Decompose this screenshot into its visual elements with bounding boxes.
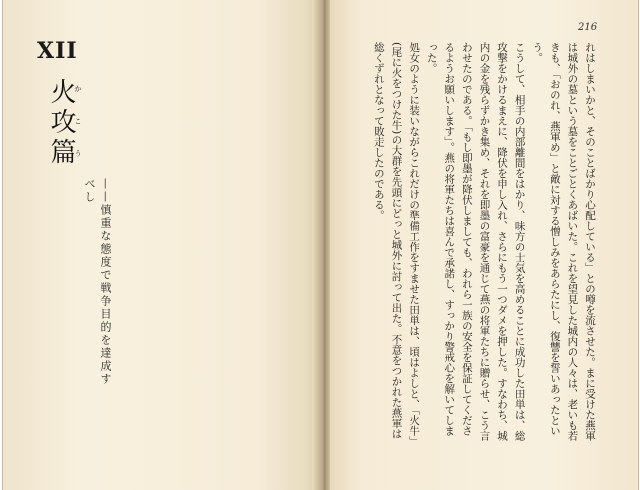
paragraph: れはしまいかと、そのことばかり心配している」との噂を流させた。まに受けた燕軍は城外の墓という墓をことごとくあばいた。これを望見した城内の人々は、老いも若きも、「おのれ、燕軍め」と敵に対する憎しみをあらたにし、復讐を誓いあったという。 — [531, 42, 596, 441]
subtitle-text: 慎重な態度で戦争目的を達成すべし — [83, 178, 112, 386]
chapter-number: XII — [37, 38, 78, 64]
chapter-subtitle — [81, 178, 113, 388]
paragraph: 処女のように装いながらこれだけの準備工作をすませた田単は、頃はよしと、「火牛」(尾に火をつけた牛)の大群を先頭にどっと城外に討って出た。不意をつかれた燕軍は総くずれとなって敗走したのである。 — [372, 42, 421, 441]
subtitle-dash: —— — [99, 178, 112, 204]
chapter-title-text: 火攻篇 — [46, 78, 76, 168]
body-text — [372, 42, 598, 442]
page-number: 216 — [578, 22, 598, 33]
chapter-title-reading: かこう — [74, 78, 82, 168]
left-page — [2, 0, 319, 490]
chapter-title — [43, 78, 82, 168]
paragraph: こうして、相手の内部離間をはかり、味方の士気を高めることに成功した田単は、総攻撃をかけるまえに、降伏を申し入れ、さらにもう一つダメを押した。すなわち、城内の金を残らずかき集め、それを即墨の富豪を通じて燕の将軍たちに贈らせ、こう言わせたのである。「もし即墨が降伏しましても、われら一族の安全を保証してくださるようお願いします」。燕の将軍たちは喜んで承諾し、すっかり警戒心を解いてしまった。 — [425, 42, 526, 441]
